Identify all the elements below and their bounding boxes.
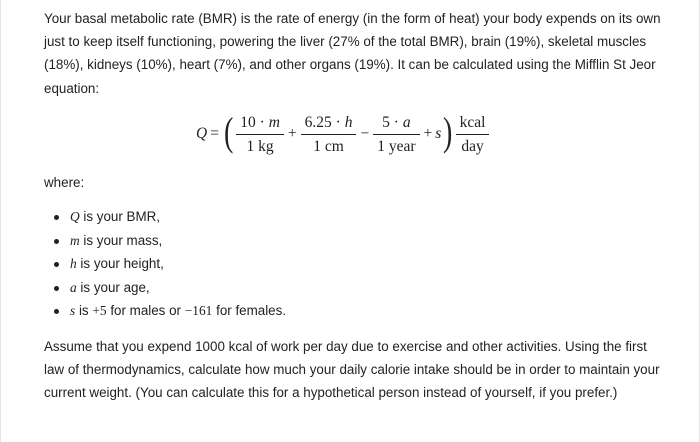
var-symbol: m: [70, 232, 80, 248]
list-item: [44, 276, 286, 300]
eq-plus-1: +: [287, 125, 297, 142]
var-symbol: Q: [70, 209, 80, 224]
eq-fraction-mass: [238, 113, 282, 156]
eq-fraction-height-numerator: [303, 113, 355, 134]
eq-plus-2: +: [423, 125, 433, 142]
var-description: is your BMR,: [79, 209, 161, 224]
male-value: +5: [92, 303, 107, 318]
list-item: [44, 299, 286, 323]
eq-fraction-age-denominator: 1 year: [373, 134, 419, 156]
eq-t3-const: 5: [382, 113, 390, 131]
eq-t3-dot: ·: [393, 113, 399, 131]
var-description: is your age,: [76, 279, 150, 295]
eq-t2-const: 6.25: [304, 113, 332, 131]
variable-list: [44, 205, 286, 323]
eq-t2-dot: ·: [335, 113, 341, 131]
eq-fraction-mass-numerator: [238, 113, 282, 134]
eq-fraction-age-numerator: [380, 113, 412, 134]
bullet-icon: [54, 262, 59, 267]
eq-s-var: s: [435, 125, 442, 142]
eq-fraction-units: [458, 113, 488, 156]
var-description: is your height,: [76, 256, 164, 271]
bullet-icon: [54, 215, 59, 220]
bullet-icon: [54, 286, 59, 291]
list-item: [44, 205, 286, 229]
eq-units-numerator: kcal: [459, 113, 486, 131]
eq-t1-var: m: [268, 113, 280, 131]
var-description: is: [75, 303, 93, 318]
var-symbol: s: [70, 303, 76, 318]
intro-paragraph: Your basal metabolic rate (BMR) is the rate of energy (in the form of heat) your body expends on its own just to keep itself functioning, powering the liver (27% of the total BMR), brain (19%), skeletal muscles (18%), kidneys (10%), heart (7%), and other organs (19%). It can be calculated using the Mifflin St Jeor equation:: [44, 11, 661, 96]
var-description-2: for males or: [106, 303, 185, 318]
bullet-icon: [54, 239, 59, 244]
where-label: where:: [44, 175, 85, 190]
var-symbol: h: [70, 256, 77, 271]
eq-units-denominator: day: [456, 134, 490, 156]
eq-open-paren: (: [223, 109, 234, 154]
eq-close-paren: ): [443, 109, 453, 154]
eq-t2-var: h: [344, 113, 353, 131]
eq-fraction-height: [303, 113, 355, 156]
eq-t1-dot: ·: [259, 113, 265, 131]
task-paragraph: Assume that you expend 1000 kcal of work per day due to exercise and other activities. Using the first law of thermodynamics, calculate how much your daily calorie intake should be in order to maintain your current weight. (You can calculate this for a hypothetical person instead of yourself, if you prefer.): [44, 339, 660, 401]
eq-lhs: Q: [196, 125, 208, 142]
bullet-icon: [54, 309, 59, 314]
mifflin-st-jeor-equation: [196, 108, 490, 160]
eq-fraction-height-denominator: 1 cm: [301, 134, 357, 156]
var-symbol: a: [70, 279, 77, 295]
eq-t1-const: 10: [240, 113, 256, 131]
eq-minus: −: [360, 125, 370, 142]
list-item: [44, 252, 286, 276]
var-description-3: for females.: [212, 303, 287, 318]
list-item: [44, 229, 286, 253]
eq-fraction-age: [375, 113, 417, 156]
eq-t3-var: a: [402, 113, 411, 131]
eq-equals: =: [210, 125, 219, 142]
eq-fraction-mass-denominator: 1 kg: [236, 134, 284, 156]
var-description: is your mass,: [79, 232, 163, 248]
female-value: −161: [184, 303, 213, 318]
